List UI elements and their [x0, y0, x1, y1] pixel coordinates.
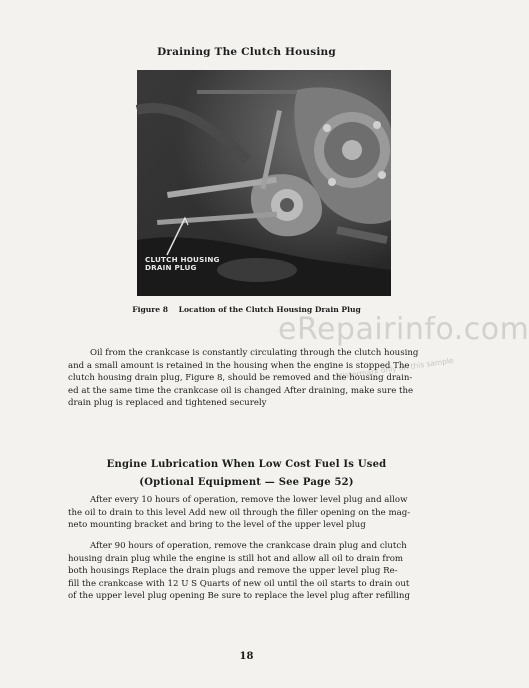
- paragraph-line: neto mounting bracket and bring to the level of the upper level plug: [68, 520, 366, 531]
- paragraph-line: clutch housing drain plug, Figure 8, should be removed and the housing drain-: [68, 373, 413, 384]
- drain-plug-label-line2: DRAIN PLUG: [145, 263, 197, 272]
- paragraph-10-hours: [68, 494, 456, 532]
- drain-plug-label-line1: CLUTCH HOUSING: [145, 255, 220, 264]
- paragraph-line: Oil from the crankcase is constantly circulating through the clutch housing: [90, 348, 419, 358]
- paragraph-line: drain plug is replaced and tightened securely: [68, 398, 267, 409]
- paragraph-clutch-housing: [68, 347, 456, 410]
- paragraph-line: both housings Replace the drain plugs and remove the upper level plug Re-: [68, 566, 398, 577]
- paragraph-line: ed at the same time the crankcase oil is changed After draining, make sure the: [68, 385, 414, 396]
- figure-caption: Figure 8 Location of the Clutch Housing Drain Plug: [132, 305, 361, 314]
- figure-8-photo: [137, 70, 391, 296]
- drain-plug-label: [145, 256, 220, 272]
- paragraph-line: the oil to drain to this level Add new oil through the filler opening on the mag-: [68, 507, 411, 518]
- watermark-text: eRepairinfo.com: [278, 312, 529, 347]
- page-number: 18: [239, 651, 254, 662]
- paragraph-line: After 90 hours of operation, remove the crankcase drain plug and clutch: [90, 541, 407, 551]
- paragraph-line: housing drain plug while the engine is still hot and allow all oil to drain from: [68, 553, 404, 564]
- watermark-subtext: Watermark only on this sample: [336, 355, 455, 382]
- section-title: Draining The Clutch Housing: [157, 46, 336, 58]
- paragraph-line: fill the crankcase with 12 U S Quarts of new oil until the oil starts to drain out: [68, 578, 410, 589]
- paragraph-line: After every 10 hours of operation, remove the lower level plug and allow: [90, 495, 408, 505]
- section-title-lubrication: Engine Lubrication When Low Cost Fuel Is Used: [106, 459, 387, 470]
- paragraph-line: of the upper level plug opening Be sure to replace the level plug after refilling: [68, 591, 410, 602]
- paragraph-90-hours: [68, 540, 456, 603]
- section-subtitle-lubrication: (Optional Equipment — See Page 52): [139, 477, 354, 488]
- paragraph-line: and a small amount is retained in the housing when the engine is stopped The: [68, 360, 410, 371]
